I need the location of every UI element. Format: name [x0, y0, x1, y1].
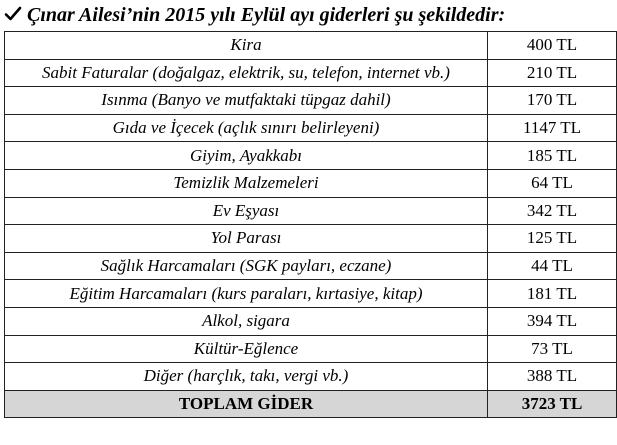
table-row [5, 335, 617, 363]
expense-amount: 394 TL [488, 307, 617, 335]
table-row [5, 32, 617, 60]
expense-item-name: Sağlık Harcamaları (SGK payları, eczane) [5, 252, 488, 280]
expense-amount: 73 TL [488, 335, 617, 363]
expense-item-name: Giyim, Ayakkabı [5, 142, 488, 170]
expense-item-name: Isınma (Banyo ve mutfaktaki tüpgaz dahil) [5, 87, 488, 115]
expense-amount: 185 TL [488, 142, 617, 170]
heading-text: Çınar Ailesi’nin 2015 yılı Eylül ayı giderleri şu şekildedir: [27, 4, 506, 26]
expense-table-body [5, 32, 617, 418]
table-row [5, 225, 617, 253]
expense-item-name: Gıda ve İçecek (açlık sınırı belirleyeni) [5, 114, 488, 142]
table-row [5, 307, 617, 335]
total-row [5, 390, 617, 418]
expense-item-name: Diğer (harçlık, takı, vergi vb.) [5, 363, 488, 391]
table-row [5, 169, 617, 197]
table-row [5, 142, 617, 170]
table-row [5, 87, 617, 115]
total-label: TOPLAM GİDER [5, 390, 488, 418]
checkmark-icon [4, 5, 22, 23]
table-row [5, 252, 617, 280]
table-row [5, 114, 617, 142]
expense-amount: 1147 TL [488, 114, 617, 142]
expense-amount: 170 TL [488, 87, 617, 115]
table-row [5, 363, 617, 391]
expense-amount: 400 TL [488, 32, 617, 60]
expense-amount: 342 TL [488, 197, 617, 225]
total-amount: 3723 TL [488, 390, 617, 418]
expense-item-name: Yol Parası [5, 225, 488, 253]
expense-amount: 181 TL [488, 280, 617, 308]
table-row [5, 59, 617, 87]
expense-table [4, 31, 617, 418]
expense-item-name: Sabit Faturalar (doğalgaz, elektrik, su, telefon, internet vb.) [5, 59, 488, 87]
expense-item-name: Kültür-Eğlence [5, 335, 488, 363]
expense-amount: 388 TL [488, 363, 617, 391]
expense-item-name: Ev Eşyası [5, 197, 488, 225]
table-row [5, 197, 617, 225]
expense-item-name: Kira [5, 32, 488, 60]
expense-amount: 44 TL [488, 252, 617, 280]
table-row [5, 280, 617, 308]
expense-item-name: Temizlik Malzemeleri [5, 169, 488, 197]
expense-amount: 125 TL [488, 225, 617, 253]
expense-item-name: Alkol, sigara [5, 307, 488, 335]
document-heading [4, 0, 505, 30]
expense-amount: 210 TL [488, 59, 617, 87]
expense-item-name: Eğitim Harcamaları (kurs paraları, kırtasiye, kitap) [5, 280, 488, 308]
expense-amount: 64 TL [488, 169, 617, 197]
